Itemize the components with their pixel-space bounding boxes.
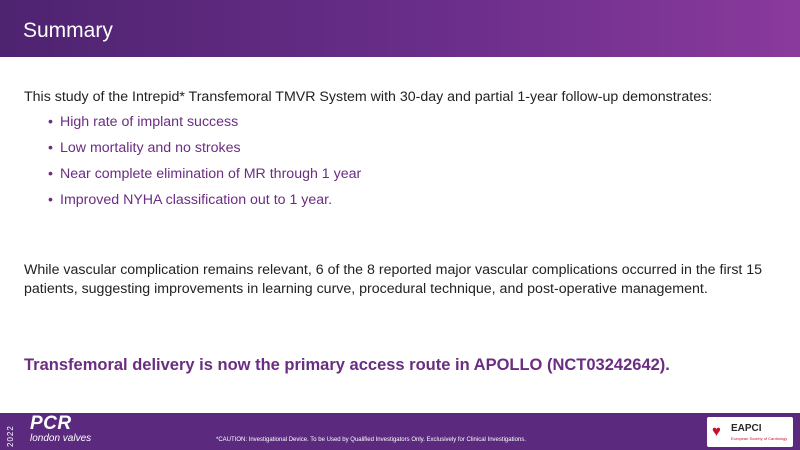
list-item: • Near complete elimination of MR through 1 year: [48, 166, 362, 182]
intro-text: This study of the Intrepid* Transfemoral TMVR System with 30-day and partial 1-year follow-up demonstrates:: [24, 89, 713, 105]
bullet-icon: •: [48, 140, 53, 156]
list-item: • High rate of implant success: [48, 114, 239, 130]
heart-icon: ♥: [712, 423, 721, 440]
main-content: [24, 88, 784, 217]
page-title: Summary: [23, 19, 113, 42]
bullet-icon: •: [48, 166, 53, 182]
title-bar: [0, 0, 800, 57]
eapci-logo-subtitle: European Society of Cardiology: [731, 436, 788, 441]
findings-list: [24, 113, 784, 210]
conclusion-highlight: Transfemoral delivery is now the primary access route in APOLLO (NCT03242642).: [24, 356, 670, 374]
footer-bar: [0, 413, 800, 450]
bullet-icon: •: [48, 192, 53, 208]
complications-paragraph: While vascular complication remains relevant, 6 of the 8 reported major vascular complications occurred in the first 15 patients, suggesting improvements in learning curve, procedural technique, and post-operative management.: [24, 262, 763, 297]
list-item: • Low mortality and no strokes: [48, 140, 241, 156]
bullet-icon: •: [48, 114, 53, 130]
pcr-logo: PCR: [30, 413, 72, 434]
eapci-logo: [707, 417, 793, 447]
list-item: • Improved NYHA classification out to 1 year.: [48, 192, 333, 208]
caution-disclaimer: *CAUTION: Investigational Device. To be Used by Qualified Investigators Only. Exclusively for Clinical Investigations.: [216, 437, 526, 443]
eapci-logo-text: EAPCI: [731, 423, 762, 434]
pcr-logo-subtitle: london valves: [30, 433, 92, 444]
